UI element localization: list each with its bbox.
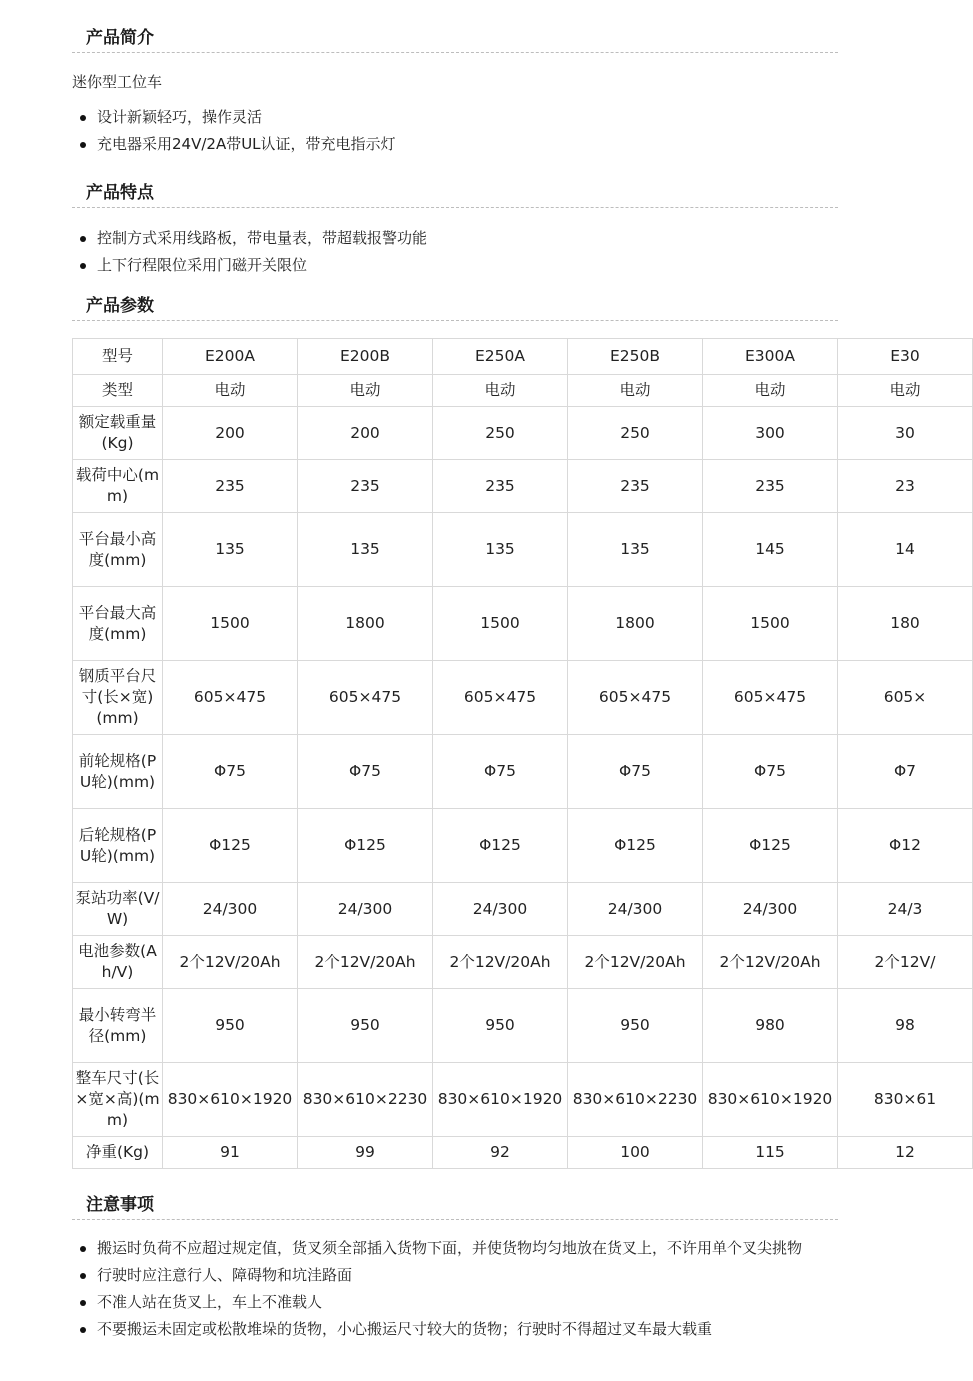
table-cell: 235 [433,460,568,513]
list-item-text: 控制方式采用线路板，带电量表，带超载报警功能 [97,229,428,247]
table-cell: 1800 [298,587,433,661]
table-cell: 24/300 [703,883,838,936]
intro-bullet-list [72,107,910,155]
row-label: 净重(Kg) [73,1137,163,1169]
list-item-text: 行驶时应注意行人、障碍物和坑洼路面 [97,1266,353,1284]
table-cell: E250A [433,339,568,375]
row-label: 钢质平台尺寸(长×宽)(mm) [73,661,163,735]
table-row [73,883,973,936]
table-cell: 145 [703,513,838,587]
table-cell: 115 [703,1137,838,1169]
table-cell: Φ75 [568,735,703,809]
table-cell: 电动 [433,375,568,407]
bullet-icon [80,1246,86,1252]
table-cell: 99 [298,1137,433,1169]
table-cell: 2个12V/20Ah [163,936,298,989]
table-cell: 250 [568,407,703,460]
list-item-text: 不要搬运未固定或松散堆垛的货物，小心搬运尺寸较大的货物；行驶时不得超过叉车最大载重 [97,1320,713,1338]
list-item-text: 设计新颖轻巧，操作灵活 [97,108,263,126]
section-title-intro [72,0,838,53]
table-cell: 24/300 [433,883,568,936]
table-cell: E30 [838,339,973,375]
table-cell: 830×610×1920 [703,1063,838,1137]
bullet-icon [80,236,86,242]
table-cell: 24/300 [163,883,298,936]
specs-table-wrapper [72,338,937,1169]
table-cell: E200A [163,339,298,375]
list-item [72,1265,838,1286]
table-cell: 235 [298,460,433,513]
bullet-icon [80,1327,86,1333]
list-item [72,1292,838,1313]
table-cell: 电动 [298,375,433,407]
table-cell: 1500 [703,587,838,661]
table-cell: 12 [838,1137,973,1169]
table-cell: Φ75 [433,735,568,809]
table-cell: 950 [163,989,298,1063]
row-label: 平台最大高度(mm) [73,587,163,661]
table-cell: E200B [298,339,433,375]
table-cell: 1500 [163,587,298,661]
table-cell: 98 [838,989,973,1063]
features-heading: 产品特点 [86,183,154,203]
table-row [73,513,973,587]
table-row [73,375,973,407]
table-cell: 135 [163,513,298,587]
table-cell: 950 [298,989,433,1063]
table-cell: 235 [703,460,838,513]
table-cell: Φ125 [163,809,298,883]
row-label: 后轮规格(PU轮)(mm) [73,809,163,883]
table-cell: Φ12 [838,809,973,883]
notes-bullet-list [72,1238,910,1340]
row-label: 型号 [73,339,163,375]
table-cell: 830×610×1920 [163,1063,298,1137]
table-cell: 180 [838,587,973,661]
table-cell: 电动 [703,375,838,407]
row-label: 额定载重量(Kg) [73,407,163,460]
table-cell: 135 [298,513,433,587]
table-cell: 24/300 [298,883,433,936]
table-cell: 830×61 [838,1063,973,1137]
row-label: 前轮规格(PU轮)(mm) [73,735,163,809]
table-row [73,407,973,460]
table-cell: E300A [703,339,838,375]
list-item [72,107,838,128]
table-cell: Φ125 [703,809,838,883]
table-cell: 1500 [433,587,568,661]
table-row [73,1063,973,1137]
table-cell: E250B [568,339,703,375]
table-cell: 电动 [838,375,973,407]
list-item-text: 上下行程限位采用门磁开关限位 [97,256,308,274]
table-cell: 830×610×2230 [298,1063,433,1137]
table-cell: 电动 [568,375,703,407]
table-cell: 830×610×2230 [568,1063,703,1137]
table-cell: 200 [163,407,298,460]
table-cell: 605×475 [568,661,703,735]
section-title-features [72,155,838,208]
table-cell: Φ125 [298,809,433,883]
section-title-params [72,268,838,321]
table-cell: Φ7 [838,735,973,809]
table-cell: 300 [703,407,838,460]
table-row [73,460,973,513]
specs-table [72,338,973,1169]
table-cell: 605× [838,661,973,735]
table-cell: 950 [568,989,703,1063]
row-label: 类型 [73,375,163,407]
list-item-text: 充电器采用24V/2A带UL认证，带充电指示灯 [97,135,396,153]
table-row [73,661,973,735]
row-label: 平台最小高度(mm) [73,513,163,587]
table-row [73,936,973,989]
table-cell: 14 [838,513,973,587]
table-row [73,809,973,883]
table-cell: Φ75 [298,735,433,809]
bullet-icon [80,115,86,121]
table-cell: 250 [433,407,568,460]
section-title-notes [72,1167,838,1220]
table-cell: 2个12V/20Ah [433,936,568,989]
table-cell: 950 [433,989,568,1063]
table-cell: 24/3 [838,883,973,936]
table-cell: 135 [433,513,568,587]
table-cell: 980 [703,989,838,1063]
table-cell: Φ75 [703,735,838,809]
table-cell: 605×475 [433,661,568,735]
table-cell: 135 [568,513,703,587]
table-row [73,1137,973,1169]
table-cell: 电动 [163,375,298,407]
table-cell: 2个12V/ [838,936,973,989]
table-cell: 605×475 [163,661,298,735]
table-cell: 2个12V/20Ah [703,936,838,989]
notes-heading: 注意事项 [86,1195,154,1215]
table-cell: 30 [838,407,973,460]
bullet-icon [80,1273,86,1279]
table-cell: 1800 [568,587,703,661]
table-cell: 24/300 [568,883,703,936]
table-cell: 100 [568,1137,703,1169]
table-cell: 92 [433,1137,568,1169]
table-cell: 605×475 [298,661,433,735]
table-cell: 830×610×1920 [433,1063,568,1137]
row-label: 最小转弯半径(mm) [73,989,163,1063]
bullet-icon [80,1300,86,1306]
table-cell: 91 [163,1137,298,1169]
intro-text: 迷你型工位车 [72,73,163,91]
table-cell: 2个12V/20Ah [568,936,703,989]
row-label: 载荷中心(mm) [73,460,163,513]
table-row [73,735,973,809]
row-label: 整车尺寸(长×宽×高)(mm) [73,1063,163,1137]
table-cell: 2个12V/20Ah [298,936,433,989]
row-label: 电池参数(Ah/V) [73,936,163,989]
table-cell: Φ125 [568,809,703,883]
list-item [72,1319,838,1340]
table-cell: 235 [163,460,298,513]
table-row [73,339,973,375]
params-heading: 产品参数 [86,296,154,316]
product-detail [72,0,937,1346]
list-item [72,228,838,249]
table-cell: Φ75 [163,735,298,809]
list-item [72,134,838,155]
row-label: 泵站功率(V/W) [73,883,163,936]
bullet-icon [80,142,86,148]
table-row [73,989,973,1063]
intro-heading: 产品简介 [86,28,154,48]
table-row [73,587,973,661]
table-cell: 200 [298,407,433,460]
list-item-text: 不准人站在货叉上，车上不准载人 [97,1293,323,1311]
table-cell: Φ125 [433,809,568,883]
list-item-text: 搬运时负荷不应超过规定值，货叉须全部插入货物下面，并使货物均匀地放在货叉上，不许用单个叉尖挑物 [97,1239,803,1257]
table-cell: 23 [838,460,973,513]
list-item [72,1238,838,1259]
table-cell: 605×475 [703,661,838,735]
table-cell: 235 [568,460,703,513]
